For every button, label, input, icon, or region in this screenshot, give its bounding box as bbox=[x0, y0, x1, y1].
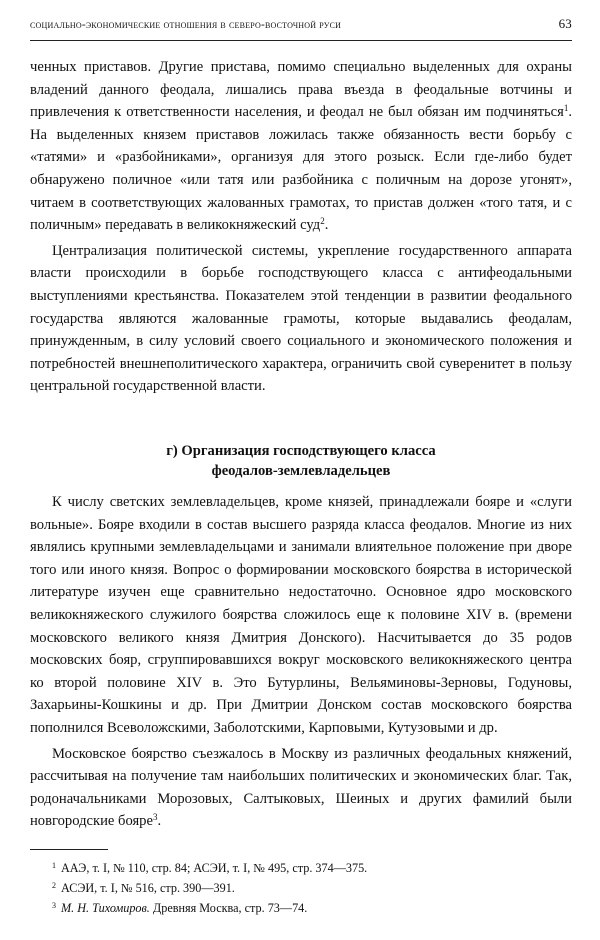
footnote-ref-2[interactable]: 2 bbox=[320, 216, 325, 227]
header-rule bbox=[30, 40, 572, 41]
paragraph-1: ченных приставов. Другие пристава, помимо специально выделенных для охраны владений данного феодала, лишались права въезда в феодальные вотчины и привлечения к ответственности населения, и феодал не был обязан им подчиняться$^1$. На выделенных князем приставов ложилась также обязанность вести борьбу с «татями» и «разбойниками», организуя для этого розыск. Если где-либо будет обнаружено поличное «или татя или разбойника с поличным на дорозе угонят», читаем в соответствующих жалованных грамотах, то пристав должен «того татя, и с поличным» передавать в великокняжеский суд$^2$. bbox=[30, 59, 572, 234]
page-number: 63 bbox=[558, 16, 572, 31]
footnote-rule bbox=[30, 849, 108, 850]
footnote-author: М. Н. Тихомиров. bbox=[61, 901, 150, 915]
section-heading bbox=[30, 441, 572, 481]
section-heading-line-1: г) Организация господствующего класса bbox=[166, 443, 436, 459]
footnote-3: $^3$ М. Н. Тихомиров. Древняя Москва, стр. 73—74. bbox=[52, 901, 308, 915]
footnote-1: $^1$ ААЭ, т. I, № 110, стр. 84; АСЭИ, т. I, № 495, стр. 374—375. bbox=[52, 861, 368, 875]
paragraph-4: Московское боярство съезжалось в Москву из различных феодальных княжений, рассчитывая на получение там наибольших политических и экономических благ. Так, родоначальниками Морозовых, Салтыковых, Шеиных и других фамилий были новгородские бояре$^3$. bbox=[30, 745, 572, 830]
section-1-body bbox=[30, 56, 572, 398]
footnote-ref-3[interactable]: 3 bbox=[152, 812, 158, 823]
footnotes bbox=[52, 858, 572, 918]
running-header bbox=[30, 16, 572, 32]
running-header-title: социально-экономические отношения в северо-восточной руси bbox=[30, 19, 342, 31]
paragraph-3: К числу светских землевладельцев, кроме князей, принадлежали бояре и «слуги вольные». Бояре входили в состав высшего разряда класса феодалов. Многие из них являлись крупными землевладельцами и занимали влиятельное положение при дворе того или иного князя. Вопрос о формировании московского боярства в исторической литературе изучен еще сравнительно недостаточно. Основное ядро московского великокняжеского служилого боярства сложилось еще к половине XIV в. (времени московского великого князя Дмитрия Донского). Насчитывается до 35 родов московских бояр, сгруппировавшихся вокруг московского великокняжеского центра ко второй половине XIV в. Это Бутурлины, Вельяминовы-Зерновы, Годуновы, Захарьины-Кошкины и др. При Дмитрии Донском состав московского боярства пополнился Всеволожскими, Заболотскими, Карповыми, Кутузовыми и др. bbox=[30, 494, 572, 736]
footnote-2: $^2$ АСЭИ, т. I, № 516, стр. 390—391. bbox=[52, 881, 235, 895]
footnote-ref-1[interactable]: 1 bbox=[563, 103, 569, 114]
section-2-body bbox=[30, 491, 572, 833]
paragraph-2: Централизация политической системы, укрепление государственного аппарата власти происходили в борьбе господствующего класса с антифеодальными выступлениями крестьянства. Показателем этой тенденции в развитии феодального государства являются жалованные грамоты, которые выдавались феодалам, принужденным, в силу условий своего социального и экономического положения и потребностей внешнеполитического характера, ограничить свой суверенитет в пользу центральной государственной власти. bbox=[30, 242, 572, 395]
section-heading-line-2: феодалов-землевладельцев bbox=[211, 463, 391, 479]
